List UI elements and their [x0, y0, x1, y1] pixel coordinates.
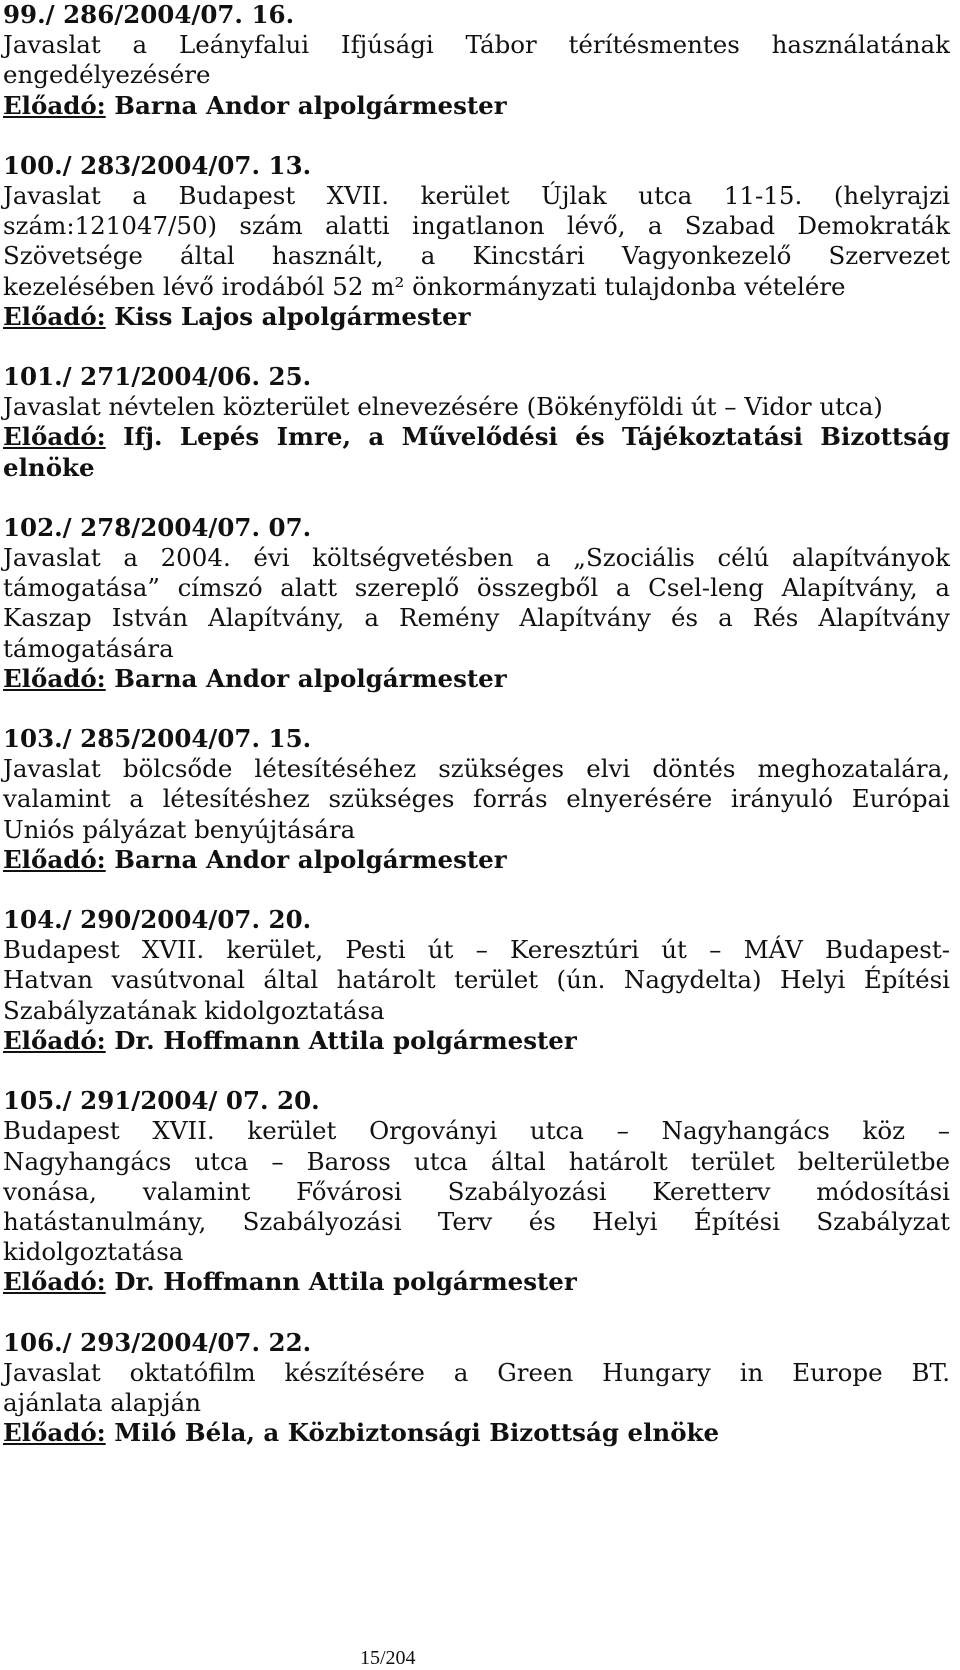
agenda-item-text-line: Budapest XVII. kerület Orgoványi utca – Nagyhangács köz –	[3, 1116, 950, 1146]
agenda-item	[3, 362, 950, 483]
agenda-item-text-line: Javaslat bölcsőde létesítéséhez szükséges elvi döntés meghozatalára,	[3, 754, 950, 784]
agenda-item	[3, 724, 950, 875]
presenter-line	[3, 845, 950, 875]
presenter-line	[3, 1418, 950, 1448]
agenda-item-number: 104./ 290/2004/07. 20.	[3, 905, 312, 935]
presenter-line	[3, 91, 950, 121]
presenter-name: Dr. Hoffmann Attila polgármester	[114, 1267, 577, 1297]
presenter-label: Előadó:	[3, 301, 106, 331]
agenda-item-number: 101./ 271/2004/06. 25.	[3, 362, 312, 392]
presenter-line	[3, 1267, 950, 1297]
agenda-item-text-line: ajánlata alapján	[3, 1387, 201, 1417]
agenda-item-text-line: Budapest XVII. kerület, Pesti út – Keresztúri út – MÁV Budapest-	[3, 935, 950, 965]
agenda-item-text-line: támogatására	[3, 633, 174, 663]
agenda-item-number: 99./ 286/2004/07. 16.	[3, 0, 295, 29]
presenter-label: Előadó:	[3, 663, 106, 693]
agenda-item-number: 102./ 278/2004/07. 07.	[3, 512, 312, 542]
presenter-name: Kiss Lajos alpolgármester	[114, 301, 471, 331]
presenter-name: Barna Andor alpolgármester	[114, 663, 507, 693]
agenda-item-text-line: Szövetsége által használt, a Kincstári Vagyonkezelő Szervezet	[3, 241, 950, 271]
presenter-line	[3, 664, 950, 694]
agenda-item	[3, 513, 950, 694]
agenda-item-text-line: Javaslat névtelen közterület elnevezésére (Bökényföldi út – Vidor utca)	[3, 392, 883, 422]
document-page	[3, 0, 950, 1448]
agenda-item-text-line: hatástanulmány, Szabályozási Terv és Helyi Építési Szabályzat	[3, 1206, 950, 1236]
presenter-label: Előadó:	[3, 844, 106, 874]
agenda-item-text-line: Javaslat oktatófilm készítésére a Green Hungary in Europe BT.	[3, 1357, 950, 1387]
agenda-item-number: 100./ 283/2004/07. 13.	[3, 150, 312, 180]
agenda-item-number: 105./ 291/2004/ 07. 20.	[3, 1086, 320, 1116]
agenda-list	[3, 0, 950, 1448]
presenter-line	[3, 422, 950, 452]
agenda-item-text-line: Javaslat a Budapest XVII. kerület Újlak utca 11-15. (helyrajzi	[3, 181, 950, 211]
agenda-item-number: 106./ 293/2004/07. 22.	[3, 1327, 312, 1357]
presenter-name: Barna Andor alpolgármester	[114, 90, 507, 120]
presenter-line	[3, 1026, 950, 1056]
page-number: 15/204	[360, 1647, 416, 1669]
presenter-label: Előadó:	[3, 90, 106, 120]
presenter-name: Barna Andor alpolgármester	[114, 844, 507, 874]
agenda-item-text-line: Kaszap István Alapítvány, a Remény Alapítvány és a Rés Alapítvány	[3, 603, 950, 633]
presenter-name: elnöke	[3, 452, 95, 482]
agenda-item-text-line: Uniós pályázat benyújtására	[3, 814, 356, 844]
presenter-label: Előadó:	[3, 422, 106, 452]
agenda-item-text-line: szám:121047/50) szám alatti ingatlanon lévő, a Szabad Demokraták	[3, 211, 950, 241]
presenter-label: Előadó:	[3, 1418, 106, 1448]
presenter-name: Ifj. Lepés Imre, a Művelődési és Tájékoztatási Bizottság	[123, 422, 950, 452]
agenda-item-text-line: kezelésében lévő irodából 52 m² önkormányzati tulajdonba vételére	[3, 271, 846, 301]
presenter-name: Miló Béla, a Közbiztonsági Bizottság elnöke	[114, 1418, 720, 1448]
agenda-item-text-line: Szabályzatának kidolgoztatása	[3, 995, 385, 1025]
agenda-item	[3, 1328, 950, 1449]
agenda-item-text-line: valamint a létesítéshez szükséges forrás elnyerésére irányuló Európai	[3, 784, 950, 814]
presenter-line	[3, 453, 950, 483]
agenda-item	[3, 1086, 950, 1297]
agenda-item	[3, 151, 950, 332]
agenda-item	[3, 0, 950, 121]
agenda-item-number: 103./ 285/2004/07. 15.	[3, 724, 312, 754]
agenda-item-text-line: vonása, valamint Fővárosi Szabályozási Keretterv módosítási	[3, 1176, 950, 1206]
presenter-label: Előadó:	[3, 1025, 106, 1055]
agenda-item-text-line: támogatása” címszó alatt szereplő összegből a Csel-leng Alapítvány, a	[3, 573, 950, 603]
agenda-item-text-line: Hatvan vasútvonal által határolt terület (ún. Nagydelta) Helyi Építési	[3, 965, 950, 995]
agenda-item	[3, 905, 950, 1056]
agenda-item-text-line: Nagyhangács utca – Baross utca által határolt terület belterületbe	[3, 1146, 950, 1176]
agenda-item-text-line: kidolgoztatása	[3, 1237, 184, 1267]
agenda-item-text-line: Javaslat a Leányfalui Ifjúsági Tábor térítésmentes használatának	[3, 30, 950, 60]
presenter-name: Dr. Hoffmann Attila polgármester	[114, 1025, 577, 1055]
presenter-label: Előadó:	[3, 1267, 106, 1297]
agenda-item-text-line: engedélyezésére	[3, 60, 211, 90]
presenter-line	[3, 302, 950, 332]
agenda-item-text-line: Javaslat a 2004. évi költségvetésben a „Szociális célú alapítványok	[3, 543, 950, 573]
